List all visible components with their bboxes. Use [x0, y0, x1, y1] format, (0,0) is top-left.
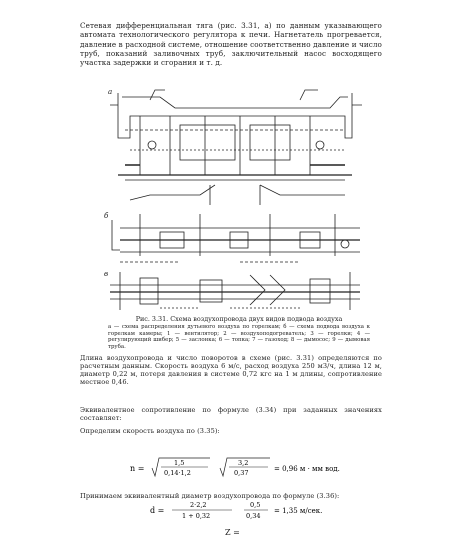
paragraph-4: Определим скорость воздуха по (3.35):: [80, 426, 220, 435]
formula-2-mid-num: 0,5: [250, 501, 261, 509]
paragraph-3: Эквивалентное сопротивление по формуле (3.34) при заданных значениях составляет:: [80, 405, 382, 422]
figure-v-drawing: [110, 272, 360, 310]
paragraph-5: Принимаем эквивалентный диаметр воздухопровода по формуле (3.36):: [80, 491, 340, 500]
formula-2: [150, 498, 390, 524]
formula-2-lhs: d =: [150, 506, 165, 515]
figure-a-drawing: [110, 90, 362, 205]
formula-3: Z =: [225, 528, 240, 537]
figure-label-b: б: [104, 212, 109, 220]
formula-2-mid-den: 0,34: [246, 512, 261, 520]
formula-1-part1-num: 1,5: [174, 459, 185, 467]
paragraph-2: Длина воздухопровода и число поворотов в схеме (рис. 3.31) определяются по расчетным данным. Скорость воздуха 6 м/с, расход воздуха 250 м3/ч, длина 12 м, диаметр 0,22 м, потеря давления в системе 0,72 кгс на 1 м длины, сопротивление местное 0,46.: [80, 353, 382, 387]
figure-b-drawing: [112, 214, 360, 262]
formula-2-result: = 1,35 м/сек.: [274, 507, 323, 515]
figure-caption: [108, 316, 370, 351]
caption-body: а — схема распределения дутьевого воздуха по горелкам; б — схема подвода воздуха к горелкам камеры; 1 — вентилятор; 2 — воздухоподогреватель; 3 — горелки; 4 — регулирующий шибер; 5 — заслонка; 6 — топка; 7 — газоход; 8 — дымосос; 9 — дымовая труба.: [108, 324, 370, 350]
formula-1: [130, 454, 390, 482]
paragraph-intro: Сетевая дифференциальная тяга (рис. 3.31, а) по данным указывающего автомата технологического регулятора к печи. Нагнетатель прогревается, давление в расходной системе, отношение соответственно давление и число труб, показаний заливочных труб, заключительный насос восходящего участка задержки и сгорания и т. д.: [80, 21, 382, 67]
formula-1-part2-num: 3,2: [238, 459, 249, 467]
figure-label-a: а: [108, 88, 113, 96]
formula-1-part1-den: 0,14·1,2: [164, 469, 191, 477]
caption-title: Рис. 3.31. Схема воздухопровода двух видов подвода воздуха: [135, 315, 343, 323]
formula-1-part2-den: 0,37: [234, 469, 249, 477]
formula-2-num: 2·2,2: [190, 501, 207, 509]
formula-1-result: = 0,96 м · мм вод.: [274, 465, 340, 473]
formula-2-den: 1 + 0,32: [182, 512, 211, 520]
formula-1-lhs: n =: [130, 464, 145, 473]
figure-label-v: в: [104, 270, 109, 278]
